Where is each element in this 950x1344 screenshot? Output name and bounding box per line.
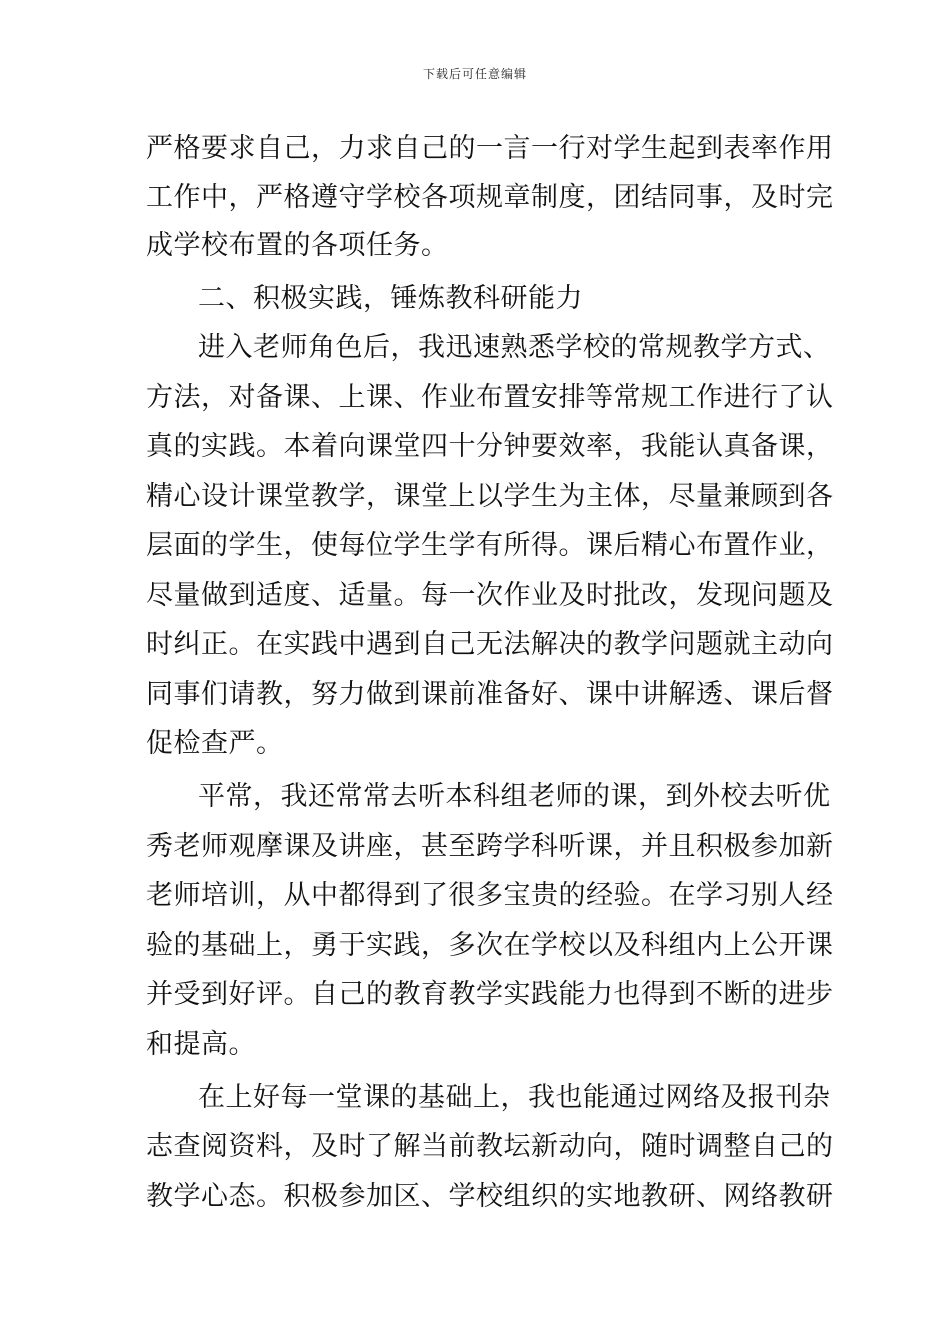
text-line: 工作中，严格遵守学校各项规章制度，团结同事，及时完 <box>146 182 834 213</box>
text-line: 精心设计课堂教学，课堂上以学生为主体，尽量兼顾到各 <box>146 481 834 512</box>
text-line: 验的基础上，勇于实践，多次在学校以及科组内上公开课 <box>146 930 834 961</box>
text-line: 和提高。 <box>146 1029 256 1060</box>
text-line: 秀老师观摩课及讲座，甚至跨学科听课，并且积极参加新 <box>146 831 834 862</box>
text-line: 促检查严。 <box>146 728 284 759</box>
section-heading: 二、积极实践，锤炼教科研能力 <box>198 283 583 314</box>
text-line: 同事们请教，努力做到课前准备好、课中讲解透、课后督 <box>146 679 834 710</box>
text-line: 志查阅资料，及时了解当前教坛新动向，随时调整自己的 <box>146 1131 834 1162</box>
text-line: 老师培训，从中都得到了很多宝贵的经验。在学习别人经 <box>146 880 834 911</box>
text-line: 严格要求自己，力求自己的一言一行对学生起到表率作用 <box>146 133 834 164</box>
text-line: 并受到好评。自己的教育教学实践能力也得到不断的进步 <box>146 979 834 1010</box>
text-line: 层面的学生，使每位学生学有所得。课后精心布置作业， <box>146 530 834 561</box>
text-line: 时纠正。在实践中遇到自己无法解决的教学问题就主动向 <box>146 629 834 660</box>
text-line: 真的实践。本着向课堂四十分钟要效率，我能认真备课， <box>146 431 834 462</box>
text-line: 在上好每一堂课的基础上，我也能通过网络及报刊杂 <box>198 1082 831 1113</box>
text-line: 平常，我还常常去听本科组老师的课，到外校去听优 <box>198 781 831 812</box>
header-note: 下载后可任意编辑 <box>422 67 527 81</box>
text-line: 尽量做到适度、适量。每一次作业及时批改，发现问题及 <box>146 580 834 611</box>
text-line: 教学心态。积极参加区、学校组织的实地教研、网络教研 <box>146 1181 834 1212</box>
text-line: 进入老师角色后，我迅速熟悉学校的常规教学方式、 <box>198 332 831 363</box>
text-line: 方法，对备课、上课、作业布置安排等常规工作进行了认 <box>146 382 834 413</box>
text-line: 成学校布置的各项任务。 <box>146 230 449 261</box>
